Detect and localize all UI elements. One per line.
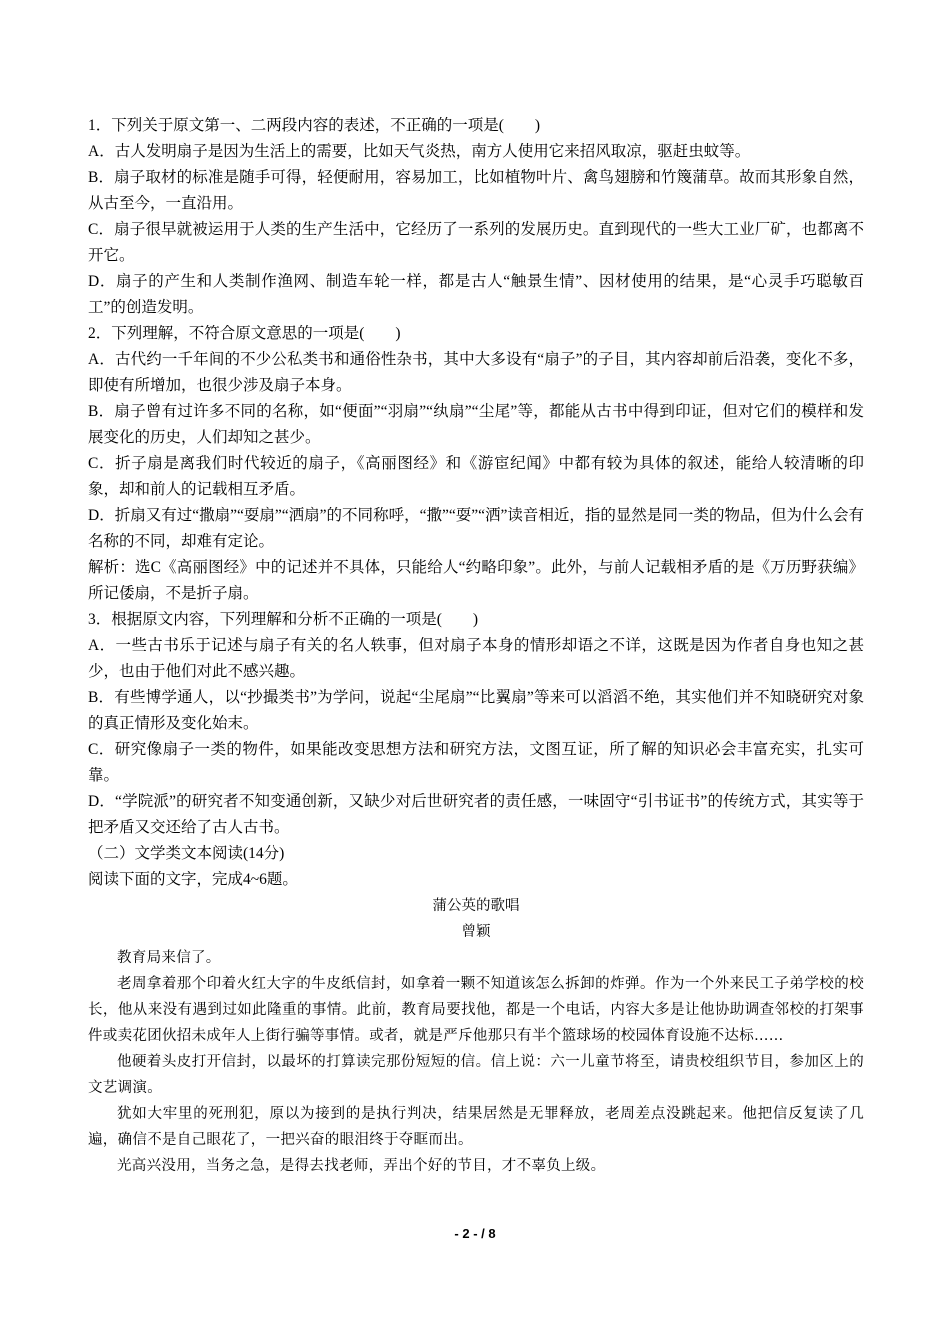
document-page: [88, 113, 864, 1179]
question-3-option-b: B．有些博学通人，以“抄撮类书”为学问，说起“尘尾扇”“比翼扇”等来可以滔滔不绝，其实他们并不知晓研究对象的真正情形及变化始末。: [88, 689, 864, 732]
story-paragraph: 教育局来信了。: [117, 950, 221, 966]
question-3-stem: 3．根据原文内容，下列理解和分析不正确的一项是( ): [88, 611, 479, 628]
question-3-option-d: D．“学院派”的研究者不知变通创新，又缺少对后世研究者的责任感，一味固守“引书证书”的传统方式，其实等于把矛盾又交还给了古人古书。: [88, 793, 864, 836]
story-paragraph: 犹如大牢里的死刑犯，原以为接到的是执行判决，结果居然是无罪释放，老周差点没跳起来。他把信反复读了几遍，确信不是自己眼花了，一把兴奋的眼泪终于夺眶而出。: [88, 1106, 864, 1148]
question-1-option-d: D．扇子的产生和人类制作渔网、制造车轮一样，都是古人“触景生情”、因材使用的结果，是“心灵手巧聪敏百工”的创造发明。: [88, 273, 864, 316]
question-3-option-a: A．一些古书乐于记述与扇子有关的名人轶事，但对扇子本身的情形却语之不详，这既是因为作者自身也知之甚少，也由于他们对此不感兴趣。: [88, 637, 864, 680]
page-number: - 2 - / 8: [454, 1226, 496, 1241]
question-2-stem: 2．下列理解，不符合原文意思的一项是( ): [88, 325, 401, 342]
story-paragraph: 他硬着头皮打开信封，以最坏的打算读完那份短短的信。信上说：六一儿童节将至，请贵校组织节目，参加区上的文艺调演。: [88, 1054, 864, 1096]
question-2-analysis: 解析：选C《高丽图经》中的记述并不具体，只能给人“约略印象”。此外，与前人记载相矛盾的是《万历野获编》所记倭扇，不是折子扇。: [88, 559, 864, 602]
question-1-option-c: C．扇子很早就被运用于人类的生产生活中，它经历了一系列的发展历史。直到现代的一些大工业厂矿，也都离不开它。: [88, 221, 864, 264]
question-2-option-a: A．古代约一千年间的不少公私类书和通俗性杂书，其中大多设有“扇子”的子目，其内容却前后沿袭，变化不多，即使有所增加，也很少涉及扇子本身。: [88, 351, 864, 394]
question-1-option-a: A．古人发明扇子是因为生活上的需要，比如天气炎热，南方人使用它来招风取凉，驱赶虫蚊等。: [88, 143, 751, 160]
question-3-option-c: C．研究像扇子一类的物件，如果能改变思想方法和研究方法，文图互证，所了解的知识必会丰富充实，扎实可靠。: [88, 741, 864, 784]
question-1-stem: 1．下列关于原文第一、二两段内容的表述，不正确的一项是( ): [88, 117, 541, 134]
question-2-option-b: B．扇子曾有过许多不同的名称，如“便面”“羽扇”“纨扇”“尘尾”等，都能从古书中得到印证，但对它们的模样和发展变化的历史，人们却知之甚少。: [88, 403, 864, 446]
question-2-option-d: D．折扇又有过“撒扇”“耍扇”“洒扇”的不同称呼，“撒”“耍”“洒”读音相近，指的显然是同一类的物品，但为什么会有名称的不同，却难有定论。: [88, 507, 864, 550]
story-author: 曾颖: [461, 924, 491, 940]
story-paragraph: 老周拿着那个印着火红大字的牛皮纸信封，如拿着一颗不知道该怎么拆卸的炸弹。作为一个外来民工子弟学校的校长，他从来没有遇到过如此隆重的事情。此前，教育局要找他，都是一个电话，内容大多是让他协助调查邻校的打架事件或卖花团伙招未成年人上街行骗等事情。或者，就是严斥他那只有半个篮球场的校园体育设施不达标……: [88, 976, 864, 1044]
story-title: 蒲公英的歌唱: [432, 898, 520, 914]
section-title: （二）文学类文本阅读(14分): [88, 845, 285, 862]
story-paragraph: 光高兴没用，当务之急，是得去找老师，弄出个好的节目，才不辜负上级。: [117, 1158, 606, 1174]
section-instruction: 阅读下面的文字，完成4~6题。: [88, 871, 298, 888]
question-2-option-c: C．折子扇是离我们时代较近的扇子，《高丽图经》和《游宦纪闻》中都有较为具体的叙述，能给人较清晰的印象，却和前人的记载相互矛盾。: [88, 455, 864, 498]
question-1-option-b: B．扇子取材的标准是随手可得，轻便耐用，容易加工，比如植物叶片、禽鸟翅膀和竹篾蒲草。故而其形象自然，从古至今，一直沿用。: [88, 169, 864, 212]
